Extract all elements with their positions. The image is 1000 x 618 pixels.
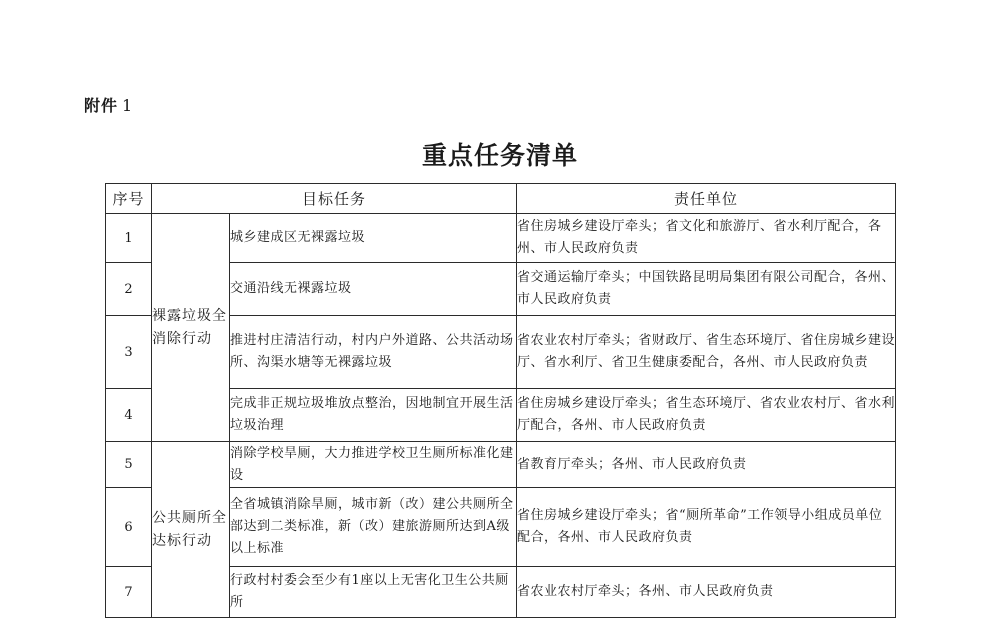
responsible-cell: 省农业农村厅牵头；省财政厅、省生态环境厅、省住房城乡建设厅、省水利厅、省卫生健康委配合，各州、市人民政府负责	[517, 316, 896, 389]
category-cell: 公共厕所全达标行动	[152, 442, 230, 618]
row-number: 4	[106, 389, 152, 442]
category-cell: 裸露垃圾全消除行动	[152, 214, 230, 442]
attachment-label	[84, 93, 133, 116]
responsible-cell: 省住房城乡建设厅牵头；省文化和旅游厅、省水利厅配合，各州、市人民政府负责	[517, 214, 896, 263]
attachment-number: 1	[122, 96, 134, 115]
responsible-cell: 省住房城乡建设厅牵头；省生态环境厅、省农业农村厅、省水利厅配合，各州、市人民政府负责	[517, 389, 896, 442]
responsible-cell: 省农业农村厅牵头；各州、市人民政府负责	[517, 567, 896, 618]
header-no: 序号	[106, 184, 152, 214]
task-cell: 全省城镇消除旱厕，城市新（改）建公共厕所全部达到二类标准，新（改）建旅游厕所达到A级以上标准	[230, 488, 517, 567]
task-cell: 行政村村委会至少有1座以上无害化卫生公共厕所	[230, 567, 517, 618]
row-number: 7	[106, 567, 152, 618]
header-responsible: 责任单位	[517, 184, 896, 214]
row-number: 2	[106, 263, 152, 316]
row-number: 6	[106, 488, 152, 567]
attachment-label-text: 附件	[84, 96, 119, 115]
task-cell: 消除学校旱厕，大力推进学校卫生厕所标准化建设	[230, 442, 517, 488]
row-number: 1	[106, 214, 152, 263]
row-number: 5	[106, 442, 152, 488]
task-cell: 交通沿线无裸露垃圾	[230, 263, 517, 316]
responsible-cell: 省交通运输厅牵头；中国铁路昆明局集团有限公司配合，各州、市人民政府负责	[517, 263, 896, 316]
row-number: 3	[106, 316, 152, 389]
task-cell: 完成非正规垃圾堆放点整治，因地制宜开展生活垃圾治理	[230, 389, 517, 442]
table-header-row	[106, 184, 896, 214]
responsible-cell: 省住房城乡建设厅牵头；省“厕所革命”工作领导小组成员单位配合，各州、市人民政府负责	[517, 488, 896, 567]
task-cell: 城乡建成区无裸露垃圾	[230, 214, 517, 263]
task-cell: 推进村庄清洁行动，村内户外道路、公共活动场所、沟渠水塘等无裸露垃圾	[230, 316, 517, 389]
page-title: 重点任务清单	[421, 141, 578, 170]
responsible-cell: 省教育厅牵头；各州、市人民政府负责	[517, 442, 896, 488]
table-row	[106, 442, 896, 488]
task-table	[105, 183, 896, 618]
table-row	[106, 214, 896, 263]
header-task: 目标任务	[152, 184, 517, 214]
